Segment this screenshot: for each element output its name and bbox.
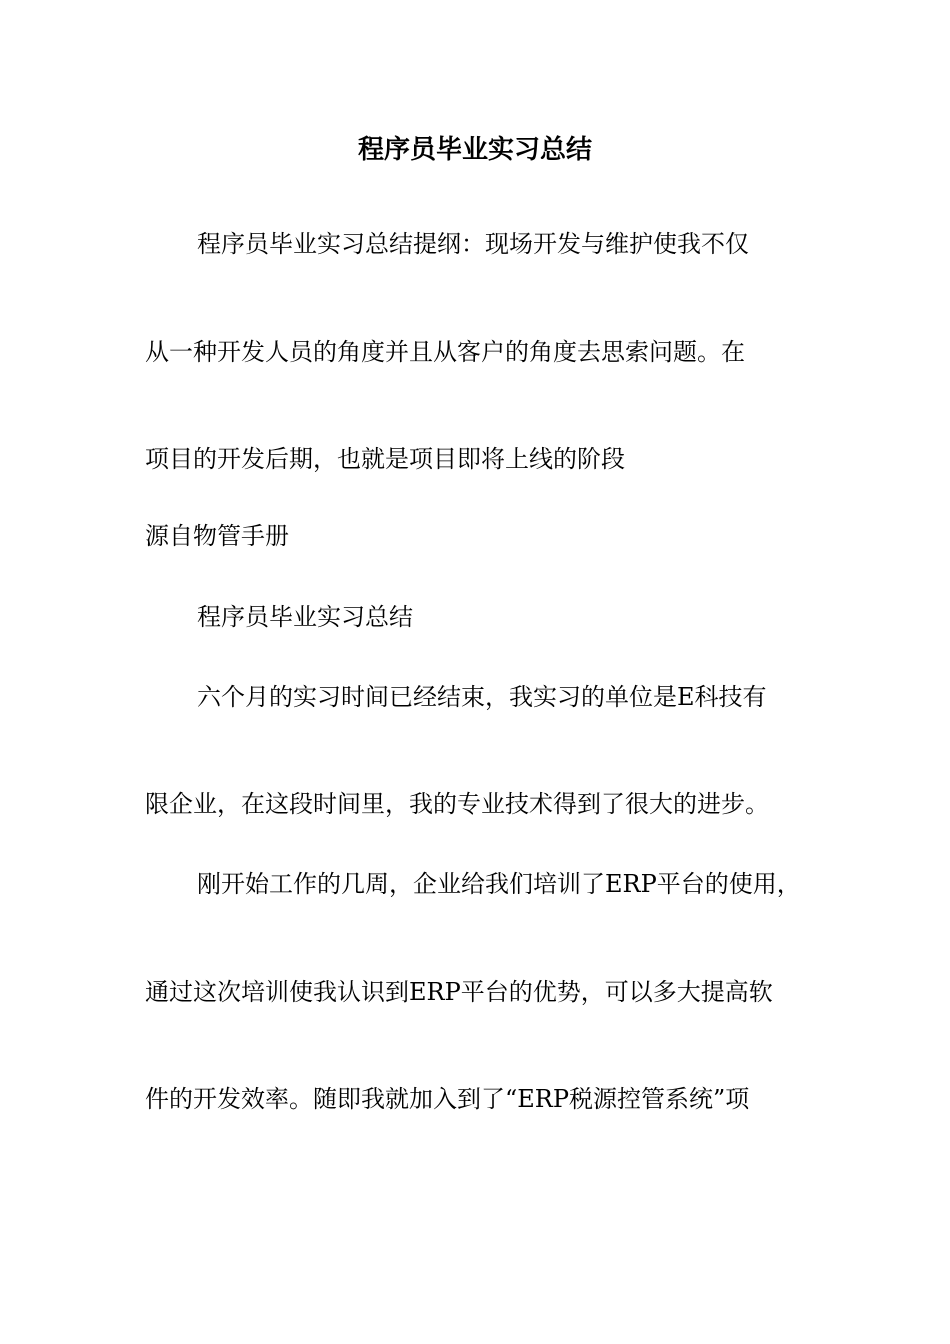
- paragraph-line: 通过这次培训使我认识到ERP平台的优势，可以多大提高软: [145, 978, 773, 1006]
- paragraph-line: 刚开始工作的几周，企业给我们培训了ERP平台的使用，: [197, 870, 801, 898]
- paragraph-line: 限企业，在这段时间里，我的专业技术得到了很大的进步。: [145, 790, 769, 818]
- paragraph-line: 从一种开发人员的角度并且从客户的角度去思索问题。在: [145, 338, 745, 366]
- paragraph-line: 程序员毕业实习总结: [197, 603, 413, 631]
- document-title: 程序员毕业实习总结: [357, 135, 592, 165]
- paragraph-line: 六个月的实习时间已经结束，我实习的单位是E科技有: [197, 683, 767, 711]
- paragraph-line: 源自物管手册: [145, 522, 289, 550]
- paragraph-line: 程序员毕业实习总结提纲：现场开发与维护使我不仅: [197, 230, 749, 258]
- paragraph-line: 项目的开发后期，也就是项目即将上线的阶段: [145, 445, 625, 473]
- paragraph-line: 件的开发效率。随即我就加入到了“ERP税源控管系统”项: [145, 1085, 750, 1113]
